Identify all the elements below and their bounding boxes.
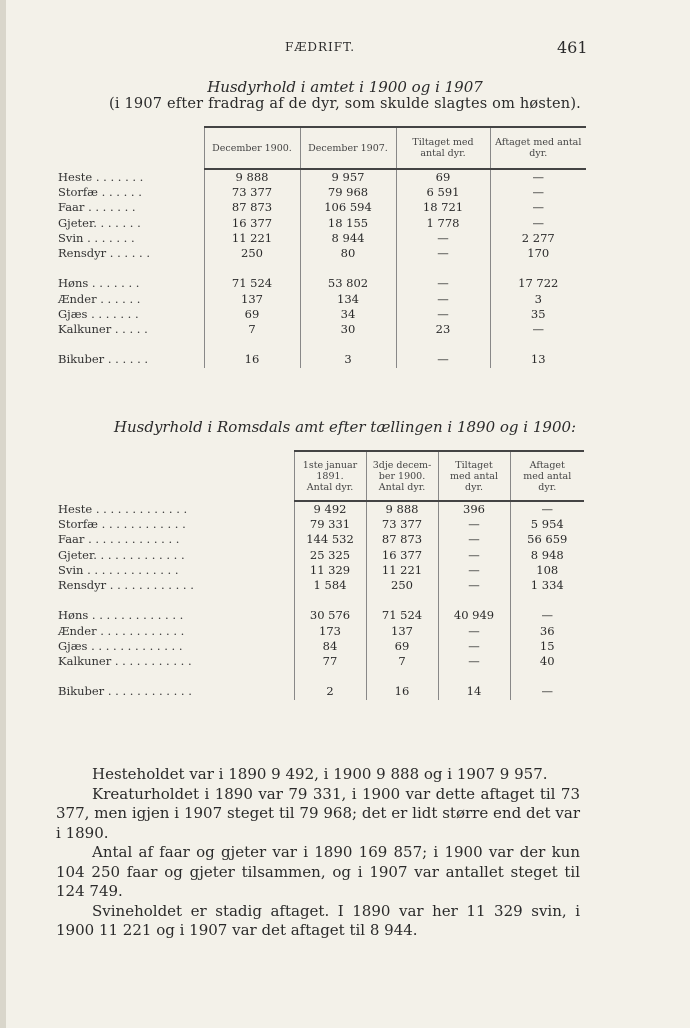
table1-col-header: December 1900.	[204, 127, 300, 169]
table-cell: 14	[438, 684, 510, 699]
table1-subcaption: (i 1907 efter fradrag af de dyr, som skulde slagtes om høsten).	[108, 96, 581, 112]
table-cell: 5 954	[510, 517, 584, 532]
table-row	[58, 352, 586, 367]
table-cell: 11 221	[366, 563, 438, 578]
table-cell: —	[510, 501, 584, 517]
table-cell: 16	[366, 684, 438, 699]
paragraph: Antal af faar og gjeter var i 1890 169 857; i 1900 var der kun 104 250 faar og gjeter tilsammen, og i 1907 var antallet steget til 124 749.	[56, 843, 580, 900]
table-cell: —	[396, 231, 490, 246]
paragraph: Hesteholdet var i 1890 9 492, i 1900 9 888 og i 1907 9 957.	[92, 765, 548, 783]
table-row	[58, 532, 584, 547]
table-cell: 40	[510, 654, 584, 669]
table-row	[58, 200, 586, 215]
row-label: Storfæ . . . . . . . . . . . .	[58, 517, 186, 532]
table-row	[58, 548, 584, 563]
table-cell: 106 594	[300, 200, 396, 215]
row-label: Heste . . . . . . .	[58, 169, 144, 184]
table2-caption: Husdyrhold i Romsdals amt efter tællingen i 1890 og i 1900:	[113, 418, 577, 436]
table-cell: 30	[300, 322, 396, 337]
table-cell: 71 524	[204, 276, 300, 291]
table-cell: 7	[366, 654, 438, 669]
table-cell: 137	[204, 292, 300, 307]
table-row	[58, 684, 584, 699]
table-cell: 15	[510, 639, 584, 654]
table-cell: 79 968	[300, 185, 396, 200]
table-cell: 108	[510, 563, 584, 578]
table-cell: —	[438, 578, 510, 593]
row-label: Rensdyr . . . . . .	[58, 246, 150, 261]
page-edge	[0, 0, 6, 1028]
table-row	[58, 608, 584, 623]
table-cell: —	[396, 246, 490, 261]
table-cell: 87 873	[366, 532, 438, 547]
table-row	[58, 563, 584, 578]
row-label: Gjeter. . . . . . . . . . . . .	[58, 547, 185, 562]
table1-col-header: Aftaget med antal dyr.	[490, 127, 586, 169]
table-cell: 18 155	[300, 216, 396, 231]
table2-col-header: 3dje decem- ber 1900. Antal dyr.	[366, 451, 438, 501]
table-cell: 16	[204, 352, 300, 367]
table-cell: 23	[396, 322, 490, 337]
table-cell: 9 492	[294, 501, 366, 517]
table-row	[58, 578, 584, 593]
table-cell: —	[490, 200, 586, 215]
table-cell: 87 873	[204, 200, 300, 215]
row-label: Gjæs . . . . . . .	[58, 306, 139, 321]
table-cell: 9 957	[300, 169, 396, 185]
table-cell: 3	[490, 292, 586, 307]
table-cell: —	[396, 276, 490, 291]
table-cell: 34	[300, 307, 396, 322]
row-label: Gjeter. . . . . . .	[58, 215, 141, 230]
table-cell: 396	[438, 501, 510, 517]
row-label: Faar . . . . . . .	[58, 200, 136, 215]
table-row	[58, 307, 586, 322]
table-cell: 9 888	[366, 501, 438, 517]
paragraph: Svineholdet er stadig aftaget. I 1890 var her 11 329 svin, i 1900 11 221 og i 1907 var det aftaget til 8 944.	[56, 901, 580, 939]
running-title: FÆDRIFT.	[285, 40, 356, 54]
table2	[58, 450, 584, 700]
table-cell: 9 888	[204, 169, 300, 185]
table-cell: 3	[300, 352, 396, 367]
row-label: Storfæ . . . . . .	[58, 185, 142, 200]
table-cell: 40 949	[438, 608, 510, 623]
table-cell: —	[438, 639, 510, 654]
paragraph: Kreaturholdet i 1890 var 79 331, i 1900 var dette aftaget til 73 377, men igjen i 1907 steget til 79 968; det er lidt større end det var i 1890.	[56, 784, 580, 842]
row-label: Bikuber . . . . . .	[58, 352, 149, 367]
table2-col-header: Tiltaget med antal dyr.	[438, 451, 510, 501]
table-row	[58, 654, 584, 669]
table1-caption: Husdyrhold i amtet i 1900 og i 1907	[207, 78, 483, 96]
table-cell: 53 802	[300, 276, 396, 291]
table-row	[58, 231, 586, 246]
row-label: Rensdyr . . . . . . . . . . . .	[58, 578, 194, 593]
table-cell: 7	[204, 322, 300, 337]
table-cell: 170	[490, 246, 586, 261]
table-row	[58, 246, 586, 261]
row-label: Høns . . . . . . .	[58, 276, 140, 291]
table-cell: 6 591	[396, 185, 490, 200]
table-row	[58, 276, 586, 291]
table2-col-header: 1ste januar 1891. Antal dyr.	[294, 451, 366, 501]
table-cell: 16 377	[204, 216, 300, 231]
table-cell: 69	[204, 307, 300, 322]
table-cell: 1 778	[396, 216, 490, 231]
table1	[58, 126, 586, 368]
body-text	[56, 765, 580, 941]
table-cell: 17 722	[490, 276, 586, 291]
table-cell: —	[396, 352, 490, 367]
table-cell: 30 576	[294, 608, 366, 623]
table-cell: —	[438, 624, 510, 639]
table-cell: 1 334	[510, 578, 584, 593]
table-cell: —	[396, 292, 490, 307]
table-cell: 84	[294, 639, 366, 654]
row-label: Svin . . . . . . .	[58, 230, 135, 245]
table-cell: 69	[366, 639, 438, 654]
table-cell: —	[438, 532, 510, 547]
table-cell: 73 377	[366, 517, 438, 532]
table-cell: 250	[366, 578, 438, 593]
table-cell: 134	[300, 292, 396, 307]
table-cell: —	[510, 608, 584, 623]
table-cell: 250	[204, 246, 300, 261]
table-cell: —	[438, 563, 510, 578]
table-cell: 69	[396, 169, 490, 185]
table-row	[58, 185, 586, 200]
running-head	[0, 40, 690, 60]
table-cell: —	[510, 684, 584, 699]
table-row	[58, 292, 586, 307]
row-label: Bikuber . . . . . . . . . . . .	[58, 684, 192, 699]
table-cell: 56 659	[510, 532, 584, 547]
table-cell: —	[490, 322, 586, 337]
table1-col-header: December 1907.	[300, 127, 396, 169]
table-cell: 79 331	[294, 517, 366, 532]
page-number: 461	[557, 38, 588, 57]
table-cell: 2 277	[490, 231, 586, 246]
table-cell: 1 584	[294, 578, 366, 593]
table-cell: 11 329	[294, 563, 366, 578]
table2-corner	[58, 451, 294, 501]
table-cell: 173	[294, 624, 366, 639]
table-cell: —	[438, 517, 510, 532]
table-cell: 16 377	[366, 548, 438, 563]
row-label: Ænder . . . . . . . . . . . .	[58, 623, 185, 638]
table-row	[58, 517, 584, 532]
table-row	[58, 216, 586, 231]
table-cell: 73 377	[204, 185, 300, 200]
table-row	[58, 322, 586, 337]
table-cell: 18 721	[396, 200, 490, 215]
table-cell: —	[490, 185, 586, 200]
row-label: Kalkuner . . . . . . . . . . .	[58, 654, 192, 669]
table-cell: —	[490, 216, 586, 231]
row-label: Svin . . . . . . . . . . . . .	[58, 562, 179, 577]
table-cell: 137	[366, 624, 438, 639]
row-label: Faar . . . . . . . . . . . . .	[58, 532, 180, 547]
table-cell: 35	[490, 307, 586, 322]
row-label: Ænder . . . . . .	[58, 291, 141, 306]
table-cell: 13	[490, 352, 586, 367]
table1-col-header: Tiltaget med antal dyr.	[396, 127, 490, 169]
row-label: Høns . . . . . . . . . . . . .	[58, 608, 184, 623]
table-cell: 71 524	[366, 608, 438, 623]
table-cell: 80	[300, 246, 396, 261]
table-cell: —	[438, 654, 510, 669]
table-cell: 2	[294, 684, 366, 699]
row-label: Gjæs . . . . . . . . . . . . .	[58, 638, 183, 653]
table-cell: —	[438, 548, 510, 563]
table2-col-header: Aftaget med antal dyr.	[510, 451, 584, 501]
table-cell: —	[490, 169, 586, 185]
table-row	[58, 501, 584, 517]
table-cell: 36	[510, 624, 584, 639]
table-cell: 8 944	[300, 231, 396, 246]
table-row	[58, 639, 584, 654]
table-cell: 8 948	[510, 548, 584, 563]
table-cell: —	[396, 307, 490, 322]
table-cell: 77	[294, 654, 366, 669]
row-label: Kalkuner . . . . .	[58, 322, 148, 337]
table-cell: 25 325	[294, 548, 366, 563]
table1-corner	[58, 127, 204, 169]
table-row	[58, 624, 584, 639]
table-cell: 144 532	[294, 532, 366, 547]
row-label: Heste . . . . . . . . . . . . .	[58, 501, 188, 516]
table-row	[58, 169, 586, 185]
table-cell: 11 221	[204, 231, 300, 246]
